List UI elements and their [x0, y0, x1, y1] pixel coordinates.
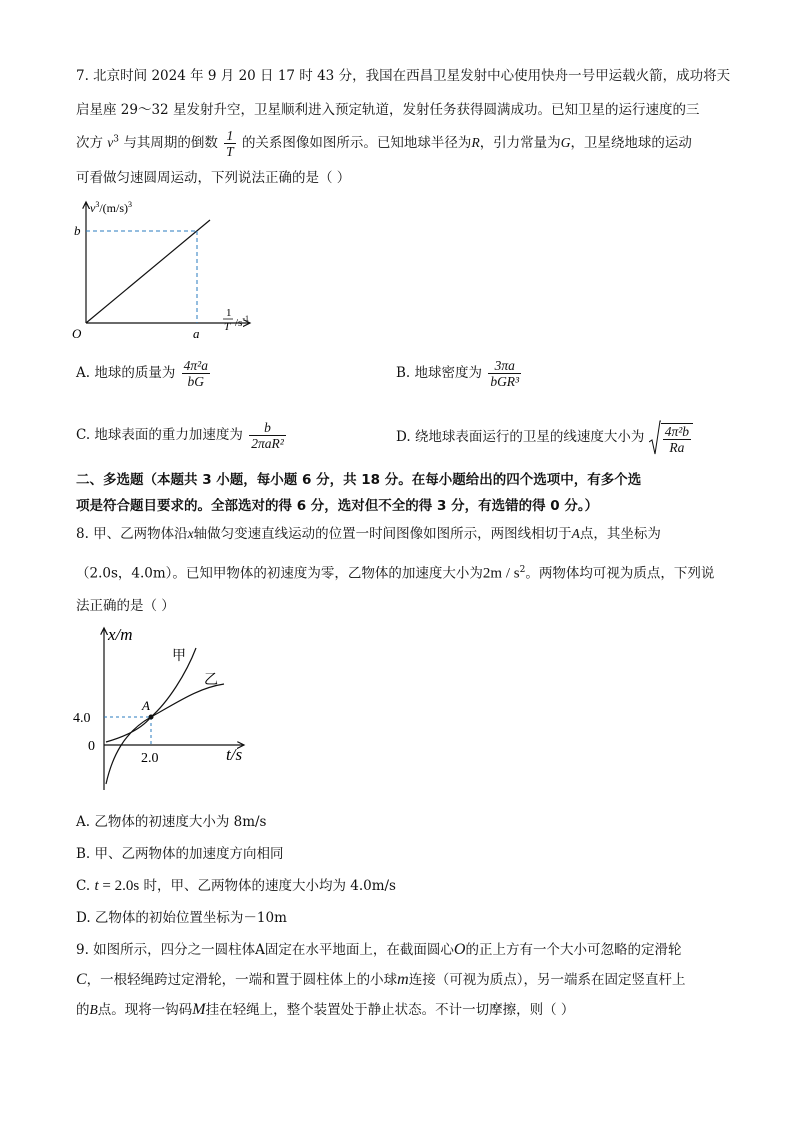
q7-ylabel: $v^3/(m/s)^3$ — [90, 200, 132, 215]
q7-graph — [60, 196, 270, 346]
q8-option-b[interactable]: B. 甲、乙两物体的加速度方向相同 — [76, 846, 284, 862]
q7-xlabel-unit: $/s^{-1}$ — [235, 314, 250, 329]
q8-y-tick: 4.0 — [73, 711, 91, 726]
q8-option-c[interactable]: C. t = 2.0s 时，甲、乙两物体的速度大小均为 4.0m/s — [76, 878, 396, 894]
q9-line-1: 9. 如图所示，四分之一圆柱体A固定在水平地面上，在截面圆心O的正上方有一个大小可忽略的定滑轮 — [76, 941, 682, 958]
q7-line-4: 可看做匀速圆周运动，下列说法正确的是（ ） — [76, 170, 351, 186]
q7-xlabel-den: T — [224, 321, 231, 333]
q8-label-jia: 甲 — [172, 649, 186, 664]
q7-a-label: a — [193, 326, 200, 341]
q8-graph — [68, 622, 258, 792]
q7-option-b[interactable]: B. 地球密度为 $\frac{3\pi a}{\text{bGR³}}$ — [396, 358, 520, 389]
q8-label-yi: 乙 — [204, 673, 218, 688]
q8-label-a: A — [142, 698, 150, 713]
q8-line-1: 8. 甲、乙两物体沿x轴做匀变速直线运动的位置一时间图像如图所示，两图线相切于A点，其坐标为 — [76, 526, 661, 542]
q8-line-3: 法正确的是（ ） — [76, 598, 175, 614]
q7-option-c[interactable]: C. 地球表面的重力加速度为 $\frac{b}{\text{2πaR²}}$ — [76, 420, 284, 451]
q7-b-label: b — [74, 223, 81, 238]
q8-xlabel: t/s — [226, 745, 243, 764]
section2-heading-line-2: 项是符合题目要求的。全部选对的得 6 分，选对但不全的得 3 分，有选错的得 0 分。） — [76, 498, 599, 514]
q9-line-3: 的B点。现将一钩码M挂在轻绳上，整个装置处于静止状态。不计一切摩擦，则（ ） — [76, 1001, 575, 1018]
q8-curve-yi — [106, 684, 224, 784]
q7-origin-label: O — [72, 326, 82, 341]
q8-zero: 0 — [88, 739, 95, 754]
q7-option-a[interactable]: A. 地球的质量为 $\frac{\text{4π²a}}{bG}$ — [76, 358, 208, 389]
sqrt-sign: $\frac{\text{4π²b}}{Ra}$ — [649, 420, 693, 455]
q8-option-d[interactable]: D. 乙物体的初始位置坐标为－10m — [76, 910, 287, 926]
q9-line-2: C，一根轻绳跨过定滑轮，一端和置于圆柱体上的小球m连接（可视为质点），另一端系在固定竖直杆上 — [76, 971, 686, 988]
q8-option-a[interactable]: A. 乙物体的初速度大小为 8m/s — [76, 814, 267, 830]
q8-line-2: （2.0s，4.0m）。已知甲物体的初速度为零，乙物体的加速度大小为$2m / s^2$。两物体均可视为质点，下列说 — [76, 565, 715, 582]
q8-x-tick: 2.0 — [141, 751, 159, 766]
q7-data-line — [86, 220, 210, 323]
section2-heading-line-1: 二、多选题（本题共 3 小题，每小题 6 分，共 18 分。在每小题给出的四个选项中，有多个选 — [76, 472, 642, 488]
q7-option-d[interactable]: D. 绕地球表面运行的卫星的线速度大小为 $\frac{\text{4π²b}}{Ra}$ — [396, 420, 693, 455]
q8-ylabel: x/m — [108, 625, 133, 644]
q7-line-2: 启星座 29～32 星发射升空，卫星顺利进入预定轨道，发射任务获得圆满成功。已知卫星的运行速度的三 — [76, 102, 700, 118]
fraction-1-over-T: $\frac{1}{T}$ — [226, 128, 234, 159]
q7-line-3: 次方 $v^3$ 与其周期的倒数 $\frac{1}{T}$ 的关系图像如图所示。已知地球半径为R，引力常量为G，卫星绕地球的运动 — [76, 128, 692, 159]
q8-point-a — [149, 715, 154, 720]
q7-line-1: 7. 北京时间 2024 年 9 月 20 日 17 时 43 分，我国在西昌卫星发射中心使用快舟一号甲运载火箭，成功将天 — [76, 68, 731, 84]
q7-xlabel-num: 1 — [226, 307, 232, 319]
